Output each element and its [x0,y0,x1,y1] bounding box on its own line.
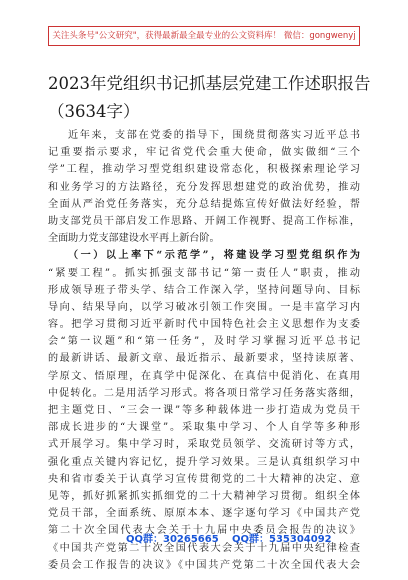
body-line: 容。把学习贯彻习近平新时代中国特色社会主义思想作为支委 [48,319,360,331]
body-line: 强化重点关键内容记忆，提升学习效果。三是认真组织学习中 [48,456,360,468]
body-line: 全面助力党支部建设水平再上新台阶。 [48,233,220,245]
document-body [48,127,360,574]
word-count-subtitle: （3634字） [48,102,140,121]
qq-group-2: QQ群：535304092 [232,534,332,545]
body-line: 记重要指示要求，牢记省党代会重大使命，做实做细“三个 [48,147,360,159]
body-line: 党员干部，全面系统、原原本本、逐字逐句学习《中国共产党 [48,508,360,520]
body-line: 和业务学习的方法路径，充分发挥思想建党的政治优势，推动 [48,181,360,193]
qq-group-1: QQ群：30265665 [126,534,219,545]
body-line: 的最新讲话、最新文章、最近指示、最新要求，坚持读原著、 [48,353,360,365]
body-line: 委员会工作报告的决议》《中国共产党第二十次全国代表大会 [48,559,360,571]
body-line: 学”工程，推动学习型党组织建设常态化，积极探索理论学习 [48,164,360,176]
footer [0,530,408,544]
body-line: 把主题党日、“三会一课”等多种载体进一步打造成为党员干 [48,405,360,416]
body-line: 部成长进步的“大课堂”。采取集中学习、个人自学等多种形 [48,422,360,434]
body-line: 学原文、悟原理，在真学中促深化、在真信中促消化、在真用 [48,370,360,382]
body-line: 见等，抓好抓紧抓实抓细党的二十大精神学习贯彻。组织全体 [48,490,360,502]
body-line: 会“第一议题”和“第一任务”，及时学习掌握习近平总书记 [48,336,360,348]
body-line: 中促转化。二是用活学习形式。将各项日常学习任务落实落细， [48,387,360,399]
body-line: 《中国共产党第二十次全国代表大会关于十九届中央纪律检查 [48,542,360,554]
document-title: 2023年党组织书记抓基层党建工作述职报告 [48,74,371,93]
body-line: 近年来，支部在党委的指导下，围绕贯彻落实习近平总书 [68,130,360,141]
body-line: 央和省市委关于认真学习宣传贯彻党的二十大精神的决定、意 [48,473,360,485]
promo-banner: 关注头条号"公文研究"，获得最新最全最专业的公文资料库！ 微信：gongwenyj [48,26,360,46]
body-line: “紧要工程”。抓实抓强支部书记“第一责任人”职责，推动 [48,267,360,279]
body-line: 助支部党员干部启发工作思路、开阔工作视野、提高工作标准， [48,215,360,227]
body-line: 形成领导班子带头学、结合工作深入学，坚持问题导向、目标 [48,284,360,296]
section-heading-line: （一）以上率下“示范学”，将建设学习型党组织作为 [68,250,360,262]
body-line: 全面从严治党任务落实，充分总结提炼宣传好做法好经验，帮 [48,198,360,210]
body-line: 式开展学习。集中学习时，采取党员领学、交流研讨等方式， [48,439,360,451]
body-line: 导向、结果导向，以学习破冰引领工作突围。一是丰富学习内 [48,301,360,313]
body-line: 第二十次全国代表大会关于十九届中央委员会报告的决议》 [48,525,360,537]
